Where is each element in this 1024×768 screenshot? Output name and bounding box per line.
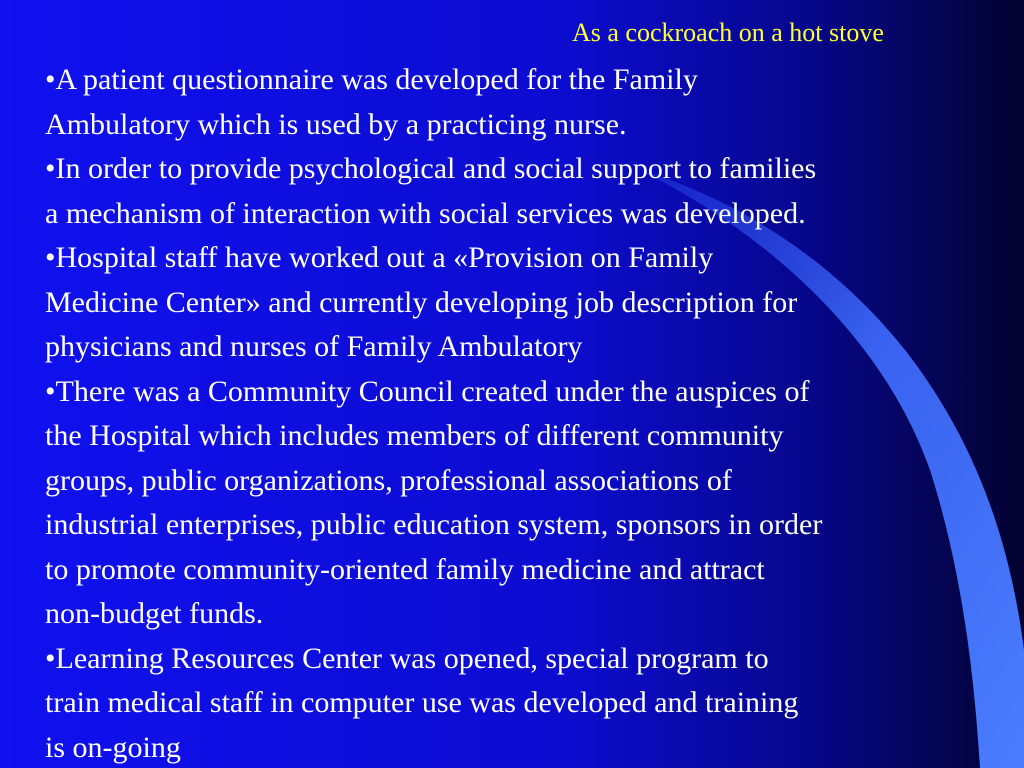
bullet-line: a mechanism of interaction with social services was developed. [45, 196, 806, 230]
bullet-line: to promote community-oriented family medicine and attract [45, 552, 765, 586]
bullet-community-council [45, 370, 1015, 637]
bullet-social-support [45, 147, 1015, 236]
bullet-line: •There was a Community Council created under the auspices of [45, 374, 810, 408]
bullet-line: •Learning Resources Center was opened, special program to [45, 641, 769, 675]
bullet-line: •Hospital staff have worked out a «Provision on Family [45, 241, 714, 274]
bullet-line: Ambulatory which is used by a practicing nurse. [45, 107, 627, 141]
bullet-line: physicians and nurses of Family Ambulatory [45, 330, 583, 363]
bullet-provision [45, 236, 1015, 370]
bullet-list [45, 58, 1015, 768]
bullet-line: train medical staff in computer use was developed and training [45, 686, 799, 719]
bullet-line: industrial enterprises, public education system, sponsors in order [45, 508, 823, 541]
bullet-line: non-budget funds. [45, 597, 264, 630]
bullet-line: groups, public organizations, professional associations of [45, 463, 732, 497]
bullet-questionnaire [45, 58, 1015, 147]
bullet-line: Medicine Center» and currently developing job description for [45, 285, 798, 319]
bullet-line: •A patient questionnaire was developed for the Family [45, 63, 698, 96]
slide-subtitle: As a cockroach on a hot stove [572, 18, 884, 47]
bullet-line: is on-going [45, 730, 181, 764]
bullet-line: the Hospital which includes members of different community [45, 419, 784, 452]
bullet-learning-center [45, 637, 1015, 768]
bullet-line: •In order to provide psychological and social support to families [45, 152, 817, 185]
